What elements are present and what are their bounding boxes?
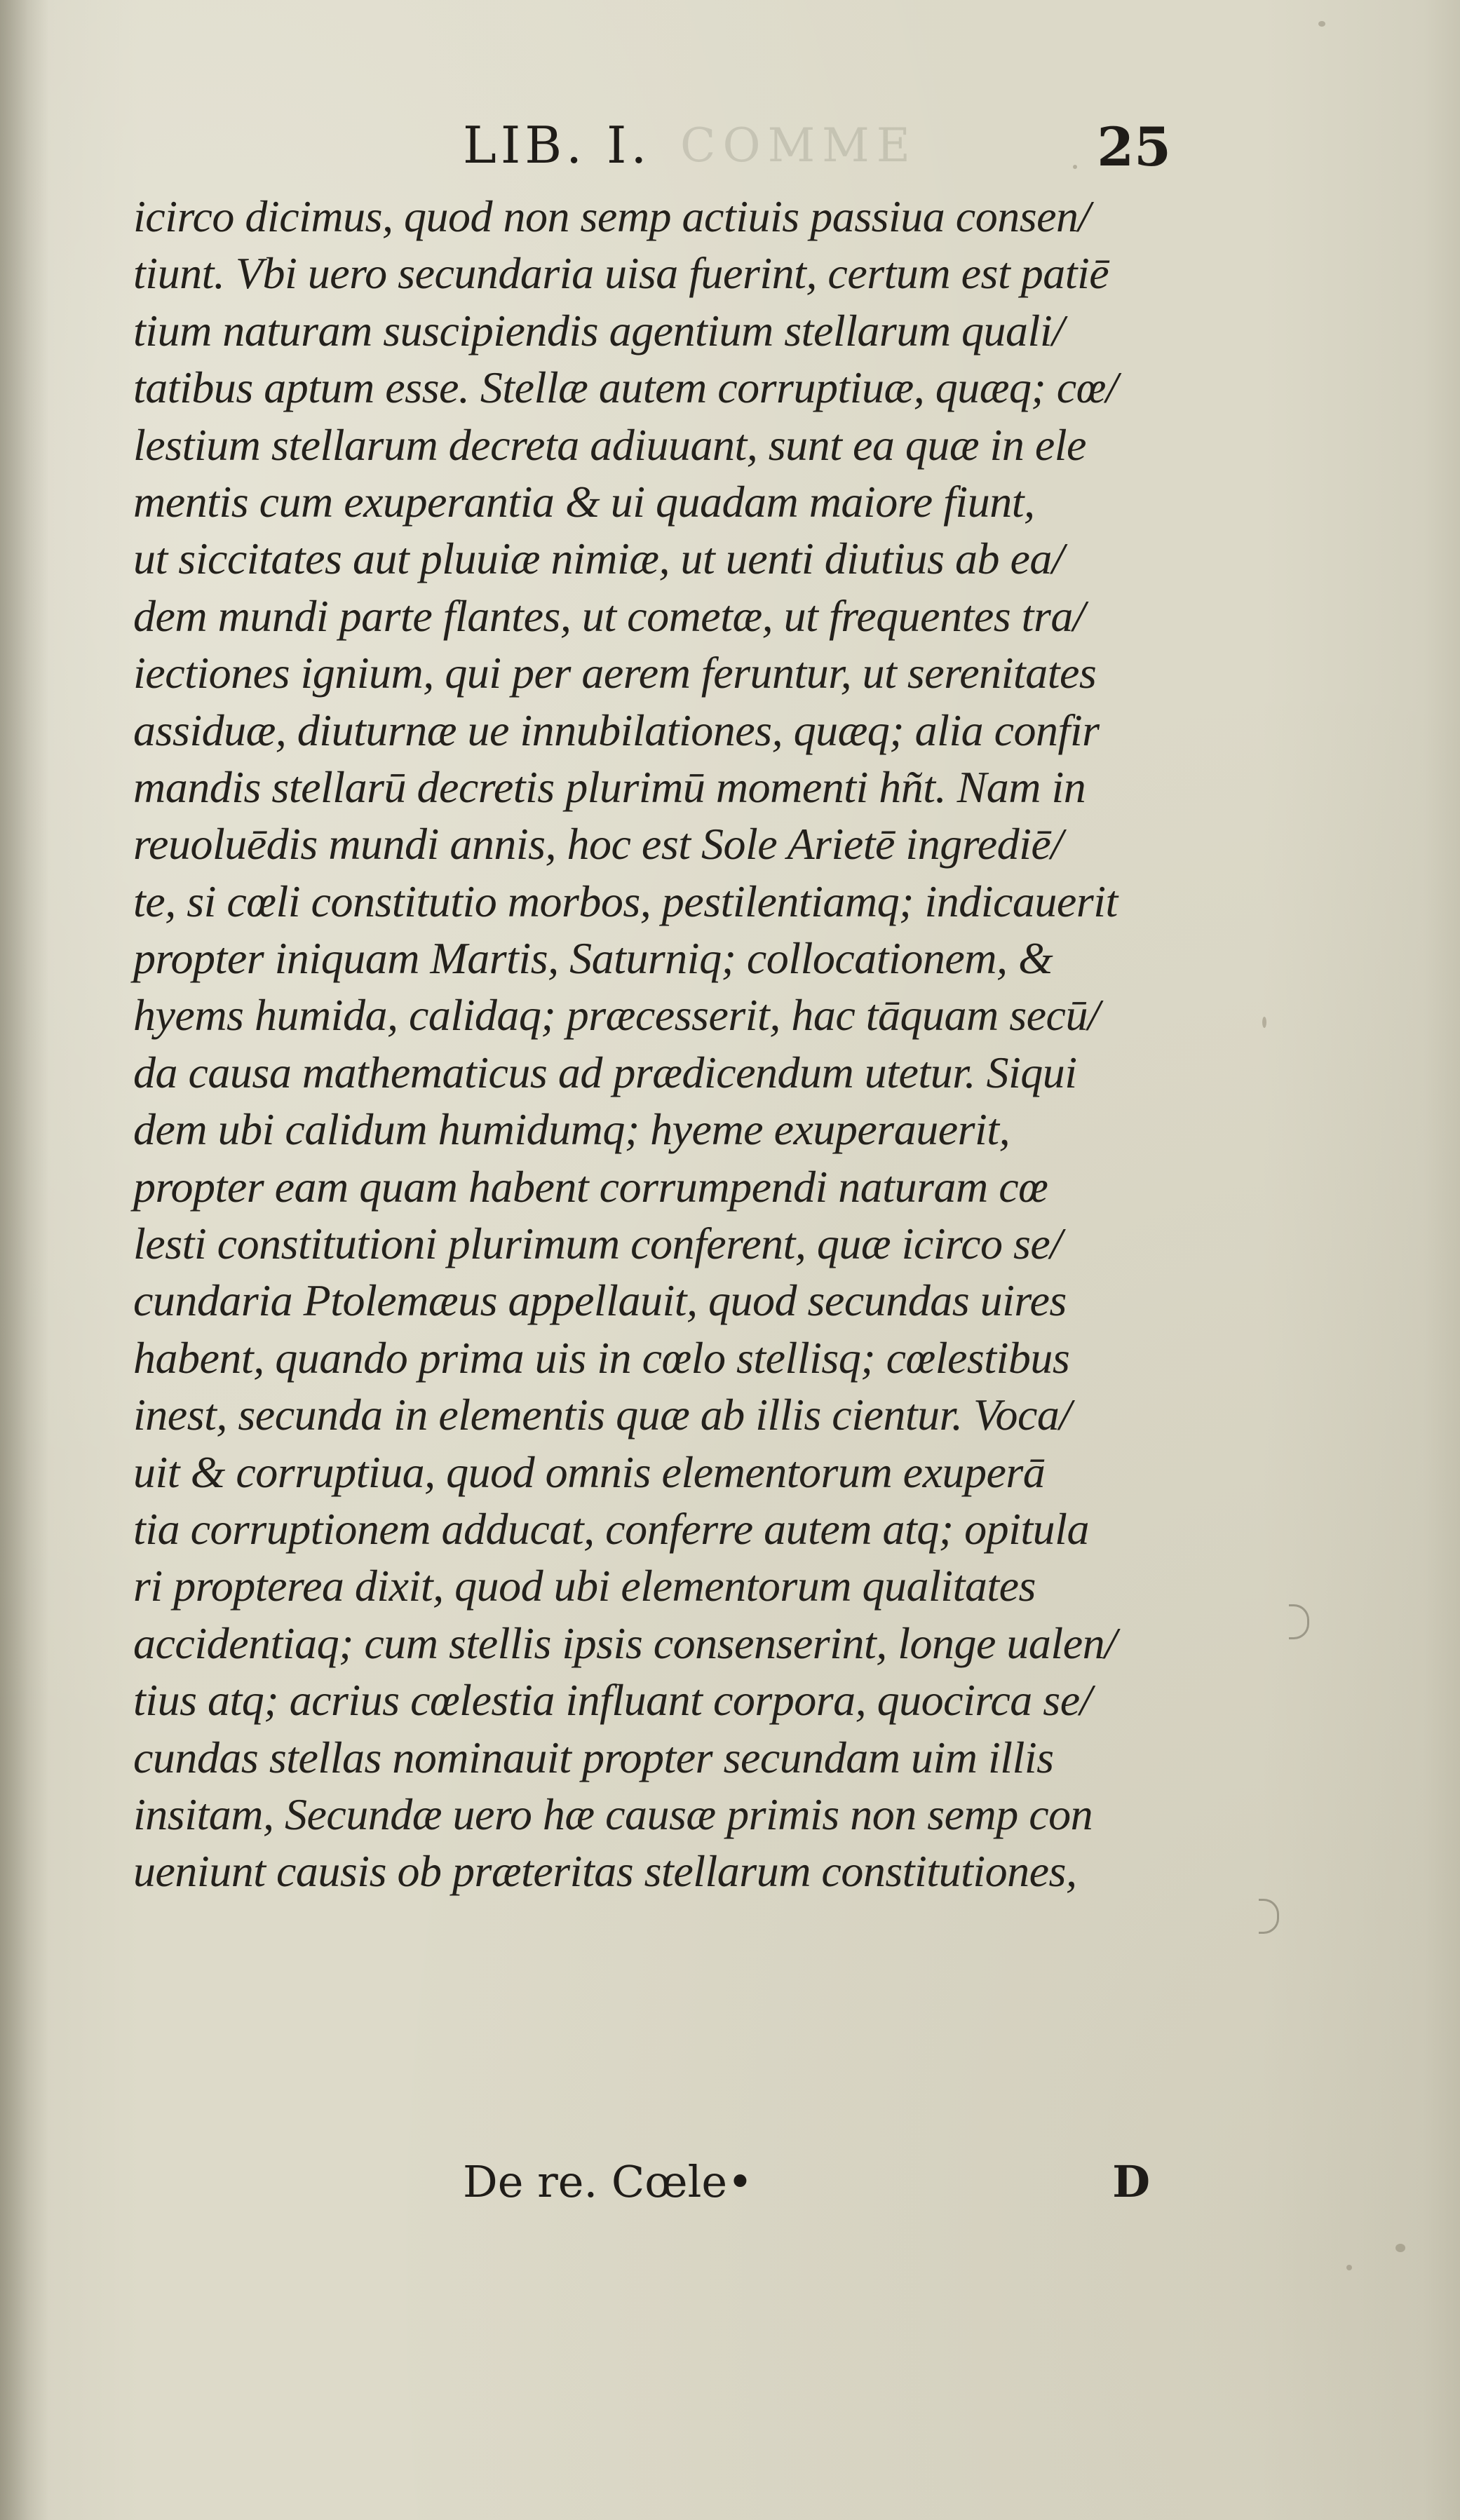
text-line: cundas stellas nominauit propter secundam uim illis: [133, 1732, 1054, 1782]
text-line: tia corruptionem adducat, conferre autem atq; opitula: [133, 1503, 1089, 1554]
page-header: [463, 116, 1171, 193]
signature-mark: D: [1112, 2156, 1150, 2207]
page-number: 25: [1097, 116, 1171, 178]
paper-speck: [1395, 2244, 1405, 2252]
gutter-shadow: [0, 0, 49, 2520]
text-line: tium naturam suscipiendis agentium stellarum quali/: [133, 305, 1064, 355]
text-line: tius atq; acrius cœlestia influant corpora, quocirca se/: [133, 1675, 1092, 1726]
margin-mark: [1289, 1604, 1309, 1639]
text-line: mandis stellarū decretis plurimū momenti hñt. Nam in: [133, 761, 1086, 812]
text-line: iectiones ignium, qui per aerem feruntur, ut serenitates: [133, 648, 1097, 698]
text-line: assiduæ, diuturnæ ue innubilationes, quæq; alia confir: [133, 705, 1100, 755]
text-line: cundaria Ptolemæus appellauit, quod secundas uires: [133, 1275, 1067, 1326]
text-line: habent, quando prima uis in cœlo stellisq; cœlestibus: [133, 1332, 1070, 1383]
text-line: dem ubi calidum humidumq; hyeme exuperauerit,: [133, 1104, 1010, 1155]
body-text: [133, 188, 1248, 1900]
text-line: mentis cum exuperantia & ui quadam maiore fiunt,: [133, 476, 1035, 527]
text-line: propter eam quam habent corrumpendi naturam cœ: [133, 1161, 1048, 1212]
text-line: accidentiaq; cum stellis ipsis consenserint, longe ualen/: [133, 1618, 1117, 1668]
text-line: propter iniquam Martis, Saturniq; collocationem, &: [133, 933, 1053, 984]
text-line: inest, secunda in elementis quæ ab illis cientur. Voca/: [133, 1390, 1072, 1440]
text-line: te, si cœli constitutio morbos, pestilentiamq; indicauerit: [133, 876, 1118, 926]
text-line: tatibus aptum esse. Stellæ autem corruptiuæ, quæq; cœ/: [133, 363, 1118, 413]
text-line: da causa mathematicus ad prædicendum utetur. Siqui: [133, 1047, 1077, 1097]
page-footer: [463, 2156, 1150, 2233]
paper-speck: [1262, 1017, 1266, 1028]
running-head: LIB. I.: [463, 116, 651, 175]
text-line: icirco dicimus, quod non semp actiuis passiua consen/: [133, 191, 1090, 241]
margin-mark: [1259, 1899, 1279, 1934]
paper-speck: [1346, 2265, 1352, 2270]
text-line: ueniunt causis ob præteritas stellarum constitutiones,: [133, 1846, 1077, 1897]
text-line: lestium stellarum decreta adiuuant, sunt ea quæ in ele: [133, 419, 1086, 470]
catchword: De re. Cœle•: [463, 2156, 753, 2207]
text-line: insitam, Secundæ uero hæ causæ primis non semp con: [133, 1789, 1093, 1839]
text-line: ri propterea dixit, quod ubi elementorum qualitates: [133, 1561, 1036, 1611]
text-line: lesti constitutioni plurimum conferent, quæ icirco se/: [133, 1219, 1062, 1269]
text-line: dem mundi parte flantes, ut cometæ, ut frequentes tra/: [133, 590, 1086, 641]
text-line: ut siccitates aut pluuiæ nimiæ, ut uenti diutius ab ea/: [133, 534, 1064, 584]
bleed-through-text: COMME: [680, 118, 917, 172]
text-line: uit & corruptiua, quod omnis elementorum exuperā: [133, 1447, 1046, 1497]
text-line: reuoluēdis mundi annis, hoc est Sole Arietē ingrediē/: [133, 819, 1063, 869]
paper-speck: [1318, 21, 1325, 27]
text-line: hyems humida, calidaq; præcesserit, hac tāquam secū/: [133, 990, 1100, 1041]
text-line: tiunt. Vbi uero secundaria uisa fuerint, certum est patiē: [133, 248, 1109, 299]
